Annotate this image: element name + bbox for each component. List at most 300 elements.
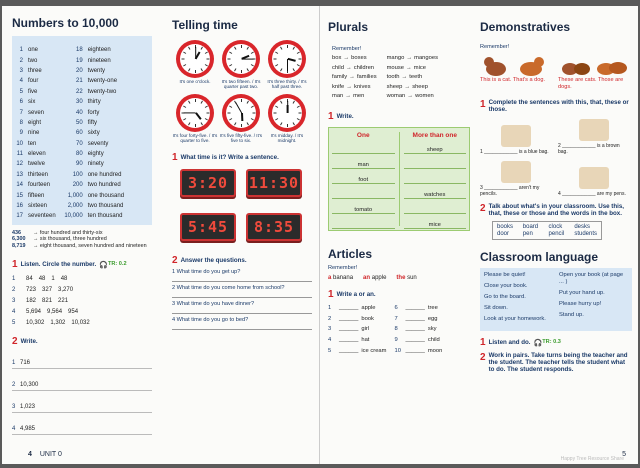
table-word: mice bbox=[404, 214, 467, 229]
number-digit: 70 bbox=[76, 140, 83, 147]
demonstratives-title: Demonstratives bbox=[480, 20, 571, 34]
question-item bbox=[172, 285, 312, 298]
plural: knives bbox=[354, 83, 371, 90]
exercise-instruction: What time is it? Write a sentence. bbox=[180, 153, 279, 161]
number-digit: 2,000 bbox=[67, 203, 83, 210]
arrow: → bbox=[343, 55, 350, 61]
one-header: One bbox=[356, 131, 370, 139]
demo-sentence: 3 ____________ aren't my pencils. bbox=[480, 185, 540, 197]
remember-label: Remember! bbox=[328, 264, 358, 271]
clock-tick bbox=[252, 112, 255, 113]
classroom-col-1 bbox=[484, 272, 553, 327]
big-number-row bbox=[12, 243, 152, 250]
clock-tick bbox=[188, 68, 190, 71]
articles-remember bbox=[328, 265, 470, 281]
exercise-number: 1 bbox=[328, 288, 334, 300]
page-footer bbox=[28, 451, 62, 458]
question-text: 4 What time do you go to bed? bbox=[172, 316, 249, 323]
clock-tick bbox=[188, 122, 190, 125]
clock-tick bbox=[246, 100, 248, 103]
box-word: books bbox=[497, 224, 514, 230]
big-number-words: → six thousand, three hundred bbox=[33, 236, 107, 243]
exercise-write bbox=[12, 336, 152, 347]
analog-clock-icon bbox=[176, 40, 214, 78]
dogs-icon bbox=[594, 53, 628, 77]
clock-caption: It's three thirty. / It's half past three. bbox=[267, 79, 307, 90]
exercise-demo-complete bbox=[480, 99, 632, 113]
clock-tick bbox=[287, 124, 288, 127]
singular: mouse bbox=[386, 64, 404, 71]
number-digit: 30 bbox=[76, 99, 83, 106]
clock-tick bbox=[292, 47, 294, 50]
singular: box bbox=[332, 55, 342, 61]
clock-tick bbox=[200, 68, 202, 71]
classroom-phrase: Put your hand up. bbox=[559, 290, 605, 296]
plurals-title: Plurals bbox=[328, 20, 369, 34]
number-word: seven bbox=[28, 109, 45, 116]
table-word bbox=[332, 139, 395, 154]
noun: child bbox=[427, 337, 440, 344]
big-number: 6,300 bbox=[12, 236, 26, 243]
blank: ______ bbox=[339, 315, 359, 322]
picture-icon bbox=[501, 125, 531, 147]
answer-line bbox=[172, 308, 312, 314]
clock-face bbox=[226, 44, 256, 74]
demo-sentence: 1 ____________ is a blue bag. bbox=[480, 149, 549, 155]
number-option: 10,302 bbox=[26, 319, 45, 326]
articles-col-2 bbox=[394, 303, 442, 356]
number-word: two bbox=[28, 57, 38, 64]
plural-pairs-a bbox=[332, 55, 377, 103]
hour-hand bbox=[241, 113, 243, 121]
box-word: clock bbox=[548, 224, 563, 230]
classroom-phrase: Sit down. bbox=[484, 305, 508, 311]
clock-tick bbox=[275, 105, 278, 107]
number-word: five bbox=[28, 88, 38, 95]
clock-tick bbox=[234, 68, 236, 71]
number-digit: 200 bbox=[72, 182, 83, 189]
article-example bbox=[363, 275, 386, 281]
clock-tick bbox=[250, 64, 253, 66]
singular: child bbox=[332, 64, 344, 71]
digital-clock: 11:30 bbox=[246, 169, 302, 197]
more-header: More than one bbox=[412, 131, 457, 139]
clock-cell bbox=[172, 40, 218, 90]
write-item bbox=[12, 393, 152, 413]
exercise-number: 1 bbox=[480, 337, 486, 348]
exercise-articles bbox=[328, 289, 470, 300]
number-digit: 17 bbox=[16, 213, 23, 220]
article-word: a bbox=[328, 274, 332, 281]
plural: boxes bbox=[351, 55, 367, 61]
watermark: Happy Tree Resource Share bbox=[560, 456, 624, 462]
noun-word: apple bbox=[370, 274, 387, 281]
book-spread bbox=[2, 6, 638, 464]
number-digit: 10 bbox=[16, 140, 23, 147]
number-digit: 3 bbox=[19, 67, 23, 74]
exercise-instruction: Listen. Circle the number. bbox=[20, 261, 97, 269]
number-word: twelve bbox=[28, 161, 46, 168]
clock-tick bbox=[206, 112, 209, 113]
number-option: 5,694 bbox=[26, 308, 42, 315]
number-digit: 18 bbox=[76, 47, 83, 54]
plural-pair bbox=[387, 93, 438, 103]
article-item bbox=[394, 314, 442, 325]
more-words bbox=[404, 139, 467, 229]
number-row bbox=[14, 159, 56, 169]
number-row bbox=[62, 201, 124, 211]
number-row bbox=[14, 201, 56, 211]
clock-tick bbox=[296, 52, 299, 54]
number-digit: 12 bbox=[16, 161, 23, 168]
blank: ______ bbox=[405, 315, 425, 322]
arrow: → bbox=[406, 55, 413, 61]
number-digit: 7 bbox=[19, 109, 23, 116]
number-word: eighty bbox=[87, 151, 104, 158]
blank: ______ bbox=[339, 305, 359, 312]
number-word: twenty-one bbox=[87, 78, 118, 85]
blank: ______ bbox=[405, 347, 425, 354]
exercise-what-time bbox=[172, 152, 312, 163]
plural: families bbox=[356, 74, 377, 81]
clock-tick bbox=[183, 52, 186, 54]
singular: man bbox=[332, 93, 344, 100]
write-items bbox=[12, 349, 152, 435]
demo-item bbox=[480, 157, 552, 197]
cat-icon bbox=[480, 53, 512, 77]
number-row bbox=[62, 139, 124, 149]
clock-cell bbox=[264, 94, 310, 144]
item-number: 7 bbox=[394, 315, 398, 322]
clock-tick bbox=[296, 118, 299, 120]
clock-tick bbox=[227, 112, 230, 113]
page-number: 5 bbox=[622, 451, 626, 458]
classroom-phrase: Open your book (at page ... ) bbox=[559, 272, 624, 285]
classroom-phrase: Close your book. bbox=[484, 283, 528, 289]
exercise-number: 1 bbox=[12, 259, 18, 271]
word-box bbox=[492, 221, 602, 240]
article-item bbox=[394, 324, 442, 335]
clock-tick bbox=[241, 70, 242, 73]
clock-cell bbox=[172, 94, 218, 144]
table-word bbox=[332, 184, 395, 199]
analog-clock-icon bbox=[268, 94, 306, 132]
plural-pair bbox=[387, 65, 438, 75]
blank: ______ bbox=[405, 305, 425, 312]
plural-pair bbox=[332, 65, 377, 75]
telling-time-column bbox=[172, 6, 312, 464]
digital-clock: 3:20 bbox=[180, 169, 236, 197]
plurals-table bbox=[328, 127, 470, 231]
number-row bbox=[14, 170, 56, 180]
numbers-col-1 bbox=[14, 45, 56, 222]
articles-title: Articles bbox=[328, 246, 373, 261]
number-word: eight bbox=[28, 119, 42, 126]
item-number: 4 bbox=[12, 308, 16, 315]
table-word: sheep bbox=[404, 139, 467, 154]
clock-face bbox=[272, 98, 302, 128]
article-item bbox=[328, 324, 386, 335]
listen-row bbox=[12, 317, 152, 328]
number-digit: 4 bbox=[19, 78, 23, 85]
box-word: desks bbox=[574, 224, 590, 230]
listen-row bbox=[12, 273, 152, 284]
numbers-table bbox=[12, 36, 152, 225]
plural: mangoes bbox=[414, 55, 438, 61]
number-word: ninety bbox=[87, 161, 104, 168]
box-word: board bbox=[522, 224, 539, 230]
numbers-title: Numbers to 10,000 bbox=[12, 16, 119, 30]
plurals-remember bbox=[328, 46, 470, 103]
question-text: 2 What time do you come home from school? bbox=[172, 284, 285, 291]
articles-col-1 bbox=[328, 303, 386, 356]
number-word: two hundred bbox=[87, 182, 121, 189]
classroom-phrase: Look at your homework. bbox=[484, 316, 546, 322]
plural: children bbox=[353, 64, 375, 71]
hour-hand bbox=[195, 112, 201, 119]
exercise-instruction: Write. bbox=[20, 338, 38, 346]
number-row bbox=[62, 149, 124, 159]
plural-pair bbox=[332, 55, 377, 65]
number-digit: 90 bbox=[76, 161, 83, 168]
article-item bbox=[328, 335, 386, 346]
clock-tick bbox=[246, 122, 248, 125]
classroom-phrase: Stand up. bbox=[559, 312, 584, 318]
plural-pair bbox=[387, 55, 438, 65]
minute-hand bbox=[287, 59, 288, 71]
exercise-number: 1 bbox=[172, 151, 178, 163]
arrow: → bbox=[345, 64, 352, 71]
arrow: → bbox=[345, 93, 352, 100]
listen-row bbox=[12, 284, 152, 295]
article-item bbox=[394, 335, 442, 346]
item-number: 3 bbox=[328, 326, 332, 333]
listen-rows bbox=[12, 273, 152, 328]
numbers-col-2 bbox=[62, 45, 124, 222]
clock-caption: It's midday. / It's midnight. bbox=[270, 132, 304, 144]
classroom-phrase: Go to the board. bbox=[484, 294, 526, 300]
item-number: 9 bbox=[394, 337, 398, 344]
clock-tick bbox=[280, 68, 282, 71]
number-word: forty bbox=[87, 109, 100, 116]
clock-caption: It's two fifteen. / It's quarter past two. bbox=[221, 79, 261, 90]
remember-label: Remember! bbox=[480, 44, 510, 50]
number-row bbox=[62, 55, 124, 65]
item-value: 4,985 bbox=[20, 426, 36, 433]
noun: hat bbox=[361, 337, 370, 344]
number-option: 327 bbox=[42, 286, 53, 293]
headphones-icon: 🎧 bbox=[533, 339, 543, 347]
exercise-instruction: Talk about what's in your classroom. Use this, that, these or those and the words in the box. bbox=[488, 203, 625, 217]
clock-tick bbox=[296, 64, 299, 66]
picture-icon bbox=[579, 119, 609, 141]
blank: ______ bbox=[339, 337, 359, 344]
number-word: one hundred bbox=[87, 171, 122, 178]
headphones-icon: 🎧 bbox=[99, 261, 108, 269]
number-row bbox=[62, 180, 124, 190]
number-row bbox=[62, 170, 124, 180]
number-option: 182 bbox=[26, 297, 37, 304]
listen-row bbox=[12, 295, 152, 306]
big-number: 436 bbox=[12, 229, 21, 236]
exercise-instruction: Work in pairs. Take turns being the teacher and the student. The teacher tells the student what to do. The student responds. bbox=[488, 352, 628, 373]
number-digit: 20 bbox=[76, 67, 83, 74]
number-row bbox=[62, 211, 124, 221]
number-option: 1,302 bbox=[50, 319, 66, 326]
article-item bbox=[394, 345, 442, 356]
number-word: nineteen bbox=[87, 57, 111, 64]
number-word: sixteen bbox=[28, 203, 48, 210]
number-option: 3,270 bbox=[58, 286, 74, 293]
item-number: 1 bbox=[12, 360, 16, 367]
clock-tick bbox=[241, 124, 242, 127]
exercise-listen bbox=[12, 259, 152, 270]
clock-tick bbox=[229, 118, 232, 120]
questions-list bbox=[172, 269, 312, 330]
number-digit: 14 bbox=[16, 182, 23, 189]
clock-tick bbox=[206, 59, 209, 60]
clock-tick bbox=[273, 112, 276, 113]
clock-tick bbox=[287, 45, 288, 48]
item-value: 10,300 bbox=[20, 382, 39, 389]
plural: mice bbox=[413, 64, 427, 71]
clock-tick bbox=[280, 122, 282, 125]
number-option: 9,564 bbox=[47, 308, 63, 315]
number-digit: 60 bbox=[76, 130, 83, 137]
article-item bbox=[328, 314, 386, 325]
big-number: 8,719 bbox=[12, 242, 26, 249]
picture-icon bbox=[579, 167, 609, 189]
exercise-instruction: Complete the sentences with this, that, these or those. bbox=[488, 99, 629, 113]
clock-tick bbox=[200, 47, 202, 50]
exercise-listen-do bbox=[480, 337, 632, 348]
clock-tick bbox=[195, 99, 196, 102]
number-row bbox=[14, 118, 56, 128]
demo-items bbox=[480, 115, 632, 197]
box-word: door bbox=[497, 231, 510, 237]
article-word: an bbox=[363, 274, 371, 281]
number-row bbox=[62, 107, 124, 117]
analog-clock-icon bbox=[222, 40, 260, 78]
item-number: 3 bbox=[12, 297, 16, 304]
plural-pair bbox=[332, 84, 377, 94]
item-number: 8 bbox=[394, 326, 398, 333]
clock-face bbox=[272, 44, 302, 74]
clock-tick bbox=[181, 59, 184, 60]
number-option: 723 bbox=[26, 286, 37, 293]
article-example bbox=[328, 275, 353, 281]
number-digit: 1,000 bbox=[67, 192, 83, 199]
arrow: → bbox=[406, 64, 412, 71]
clock-tick bbox=[229, 105, 232, 107]
write-item bbox=[12, 371, 152, 391]
number-row bbox=[14, 149, 56, 159]
table-word: watches bbox=[404, 184, 467, 199]
exercise-instruction: Write a or an. bbox=[336, 290, 376, 298]
clock-tick bbox=[188, 47, 190, 50]
clock-tick bbox=[195, 70, 196, 73]
clock-tick bbox=[292, 68, 294, 71]
plural: women bbox=[415, 93, 434, 100]
table-word: foot bbox=[332, 169, 395, 184]
number-digit: 19 bbox=[76, 57, 83, 64]
article-word: the bbox=[396, 274, 406, 281]
number-word: fourteen bbox=[28, 182, 51, 189]
answer-line bbox=[172, 276, 312, 282]
big-number-words: → four hundred and thirty-six bbox=[33, 229, 103, 236]
plural-pair bbox=[387, 74, 438, 84]
item-number: 1 bbox=[12, 275, 16, 282]
noun-word: banana bbox=[331, 274, 354, 281]
noun: girl bbox=[361, 326, 370, 333]
number-word: one bbox=[28, 47, 39, 54]
number-row bbox=[62, 97, 124, 107]
track-label: TR: 0.3 bbox=[542, 339, 561, 345]
number-digit: 9 bbox=[19, 130, 23, 137]
clock-tick bbox=[183, 118, 186, 120]
arrow: → bbox=[346, 83, 353, 90]
clock-cell bbox=[264, 40, 310, 90]
plural: men bbox=[353, 93, 365, 100]
item-number: 1 bbox=[328, 305, 332, 312]
number-digit: 6 bbox=[19, 99, 23, 106]
item-number: 3 bbox=[12, 404, 16, 411]
table-word: tomato bbox=[332, 199, 395, 214]
question-item bbox=[172, 301, 312, 314]
item-number: 4 bbox=[328, 337, 332, 344]
number-row bbox=[62, 66, 124, 76]
clock-tick bbox=[275, 118, 278, 120]
item-number: 4 bbox=[12, 426, 16, 433]
number-row bbox=[14, 45, 56, 55]
exercise-number: 1 bbox=[328, 110, 334, 122]
arrow: → bbox=[404, 83, 411, 90]
singular: tooth bbox=[386, 74, 400, 81]
number-word: eleven bbox=[28, 151, 46, 158]
write-item bbox=[12, 349, 152, 369]
number-word: ten bbox=[28, 140, 37, 147]
clock-tick bbox=[275, 64, 278, 66]
clock-cell bbox=[218, 94, 264, 144]
table-word: man bbox=[332, 154, 395, 169]
number-digit: 40 bbox=[76, 109, 83, 116]
number-option: 1 bbox=[51, 275, 55, 282]
clock-tick bbox=[246, 47, 248, 50]
clock-tick bbox=[183, 64, 186, 66]
number-row bbox=[14, 180, 56, 190]
number-row bbox=[14, 128, 56, 138]
singular: mango bbox=[386, 55, 405, 61]
right-page bbox=[320, 6, 638, 464]
noun-word: sun bbox=[405, 274, 417, 281]
exercise-number: 2 bbox=[12, 336, 18, 348]
demo-caption-1: This is a cat. That's a dog. bbox=[480, 77, 546, 83]
clock-tick bbox=[298, 112, 301, 113]
number-word: seventeen bbox=[28, 213, 56, 220]
digital-clock: 5:45 bbox=[180, 213, 236, 241]
analog-clock-icon bbox=[222, 94, 260, 132]
noun: egg bbox=[427, 315, 438, 322]
clock-cell bbox=[218, 40, 264, 90]
minute-hand bbox=[235, 102, 242, 113]
plural: teeth bbox=[409, 74, 423, 81]
big-number-row bbox=[12, 236, 152, 243]
clocks-grid bbox=[172, 40, 312, 144]
answer-line bbox=[172, 292, 312, 298]
clock-caption: It's five fifty-five. / It's five to six. bbox=[219, 132, 263, 144]
table-word bbox=[404, 169, 467, 184]
clock-tick bbox=[292, 100, 294, 103]
